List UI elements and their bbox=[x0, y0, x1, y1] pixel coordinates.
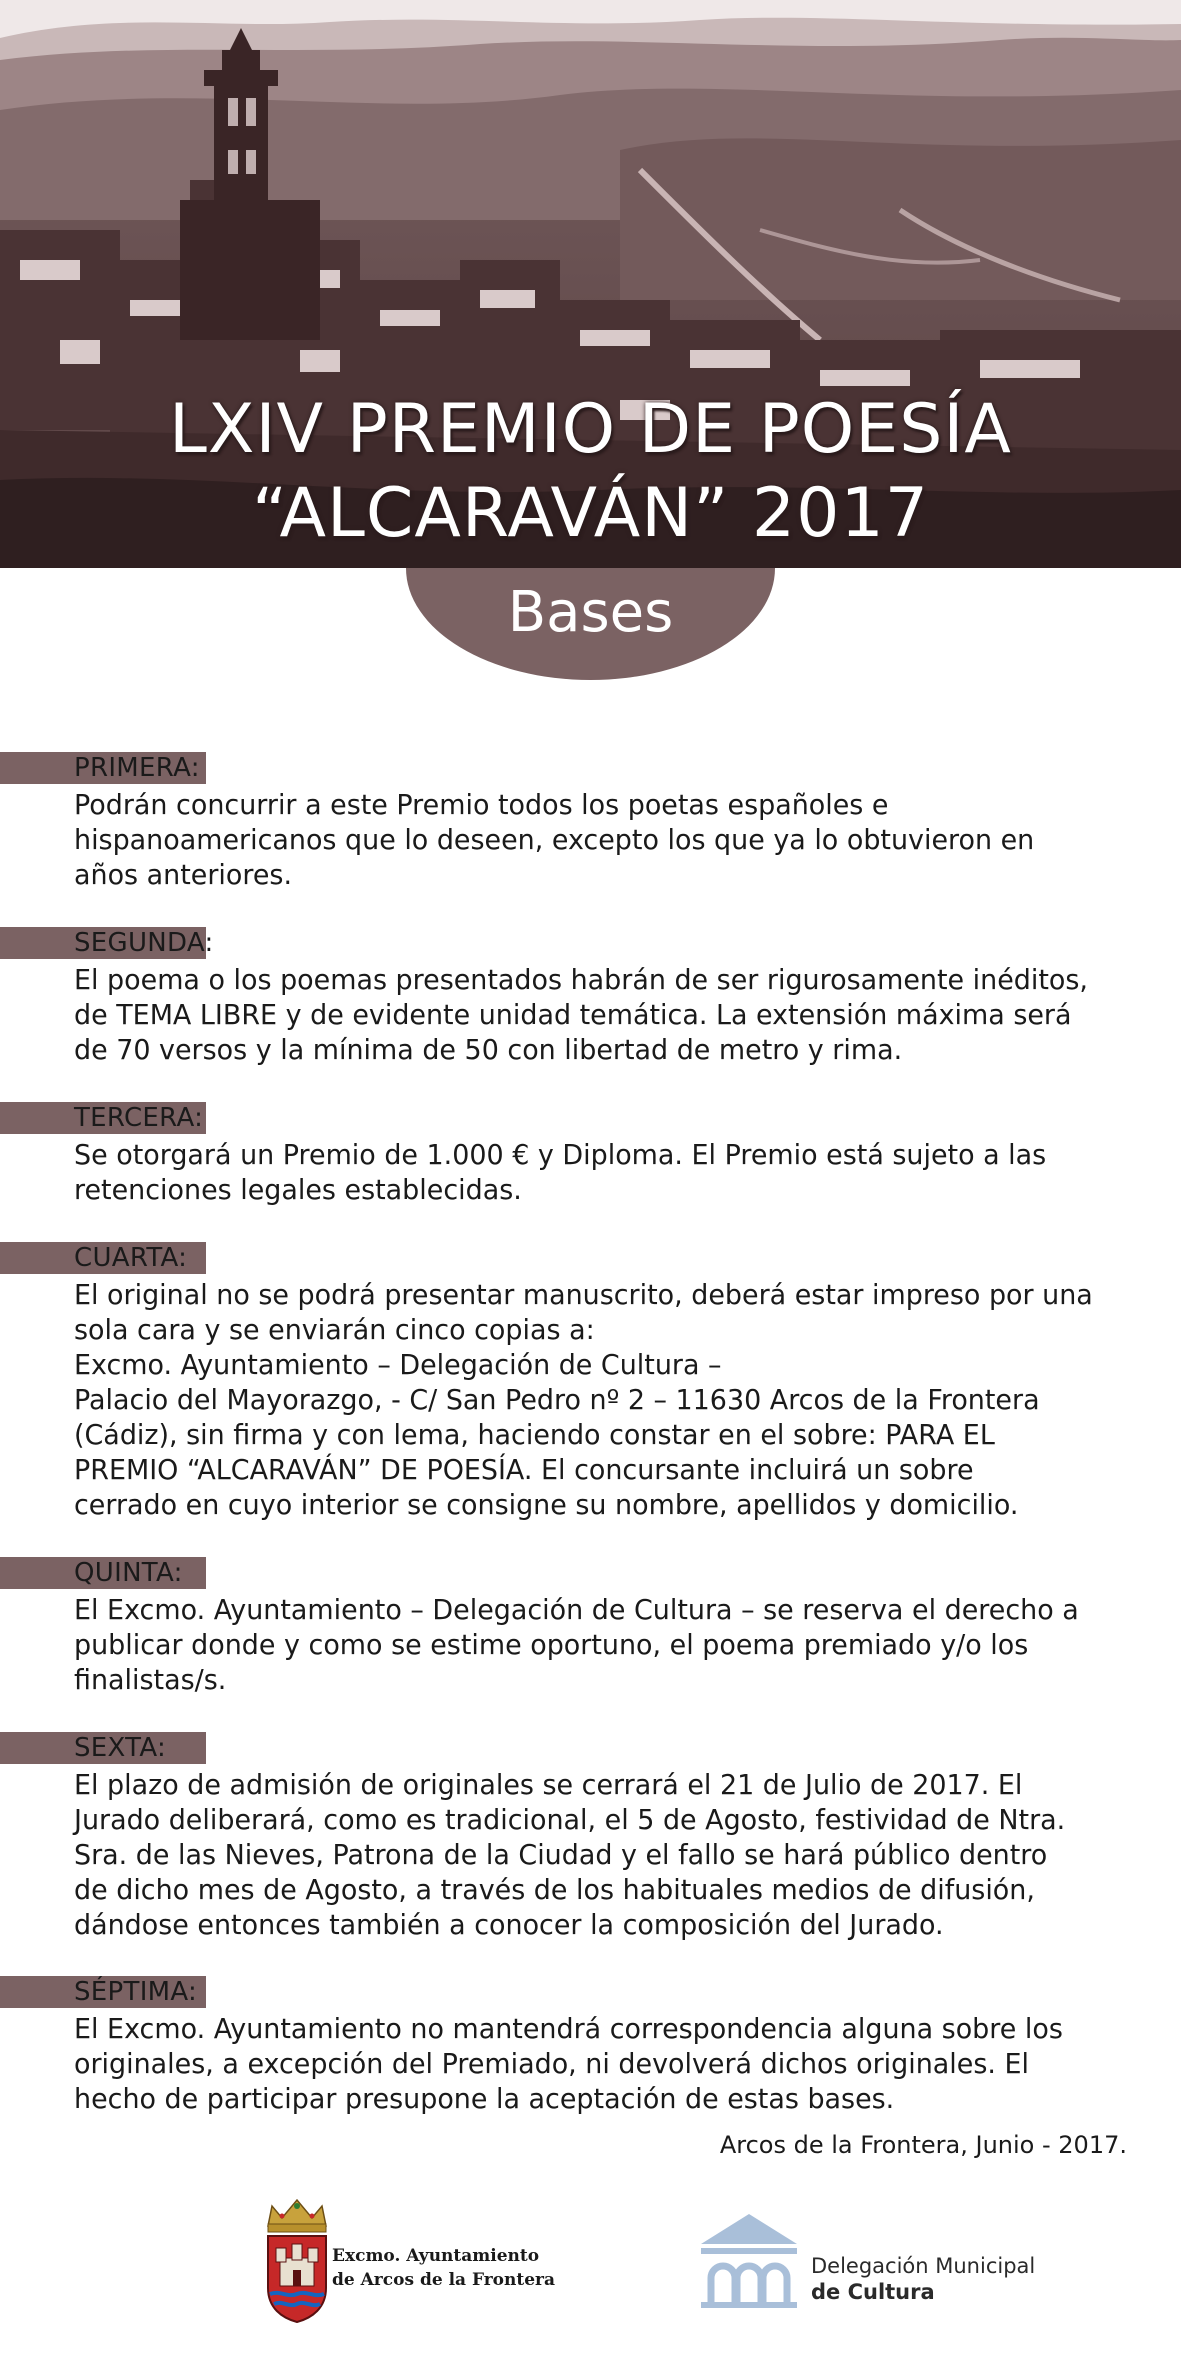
section-heading-bar bbox=[0, 1102, 206, 1134]
section-heading-bar bbox=[0, 1242, 206, 1274]
coat-of-arms-icon bbox=[262, 2196, 332, 2326]
section-quinta bbox=[0, 1557, 1181, 1698]
title-line-2: “ALCARAVÁN” 2017 bbox=[252, 474, 929, 553]
text-line: sola cara y se enviarán cinco copias a: bbox=[74, 1314, 595, 1346]
text-line: retenciones legales establecidas. bbox=[74, 1174, 522, 1206]
ayuntamiento-logo-block bbox=[262, 2196, 562, 2326]
text-line: finalistas/s. bbox=[74, 1664, 227, 1696]
section-heading: PRIMERA: bbox=[74, 753, 200, 783]
ayuntamiento-name bbox=[332, 2244, 555, 2292]
section-heading: SEXTA: bbox=[74, 1733, 167, 1763]
section-heading-bar bbox=[0, 1557, 206, 1589]
section-body bbox=[74, 1278, 1136, 1523]
text-line: (Cádiz), sin firma y con lema, haciendo constar en el sobre: PARA EL bbox=[74, 1419, 995, 1451]
text-line: PREMIO “ALCARAVÁN” DE POESÍA. El concursante incluirá un sobre bbox=[74, 1454, 974, 1486]
section-heading: SEGUNDA: bbox=[74, 928, 214, 958]
section-heading: QUINTA: bbox=[74, 1558, 183, 1588]
text-line: El Excmo. Ayuntamiento – Delegación de Cultura – se reserva el derecho a bbox=[74, 1594, 1079, 1626]
text-line: de 70 versos y la mínima de 50 con libertad de metro y rima. bbox=[74, 1034, 903, 1066]
section-body bbox=[74, 2012, 1136, 2117]
section-body bbox=[74, 1768, 1136, 1943]
text-line: Podrán concurrir a este Premio todos los poetas españoles e bbox=[74, 789, 889, 821]
section-heading: SÉPTIMA: bbox=[74, 1977, 198, 2007]
text-line: publicar donde y como se estime oportuno, el poema premiado y/o los bbox=[74, 1629, 1029, 1661]
section-segunda bbox=[0, 927, 1181, 1068]
text-line: Sra. de las Nieves, Patrona de la Ciudad y el fallo se hará público dentro bbox=[74, 1839, 1048, 1871]
section-body bbox=[74, 963, 1136, 1068]
text-line: Se otorgará un Premio de 1.000 € y Diploma. El Premio está sujeto a las bbox=[74, 1139, 1047, 1171]
section-heading: TERCERA: bbox=[74, 1103, 204, 1133]
section-tercera bbox=[0, 1102, 1181, 1208]
bases-label: Bases bbox=[507, 580, 674, 645]
delegacion-name-line-1: Delegación Municipal bbox=[811, 2254, 1036, 2278]
cultura-building-icon bbox=[697, 2210, 801, 2310]
text-line: de TEMA LIBRE y de evidente unidad temática. La extensión máxima será bbox=[74, 999, 1072, 1031]
section-primera bbox=[0, 752, 1181, 893]
delegacion-name-line-2: de Cultura bbox=[811, 2280, 935, 2304]
text-line: hecho de participar presupone la aceptación de estas bases. bbox=[74, 2083, 895, 2115]
ayuntamiento-name-line-1: Excmo. Ayuntamiento bbox=[332, 2246, 540, 2266]
text-line: Palacio del Mayorazgo, - C/ San Pedro nº 2 – 11630 Arcos de la Frontera bbox=[74, 1384, 1040, 1416]
section-cuarta bbox=[0, 1242, 1181, 1523]
section-heading-bar bbox=[0, 927, 214, 959]
delegacion-cultura-logo-block bbox=[697, 2210, 1077, 2320]
text-line: El original no se podrá presentar manuscrito, deberá estar impreso por una bbox=[74, 1279, 1093, 1311]
section-septima bbox=[0, 1976, 1181, 2117]
section-body bbox=[74, 1593, 1136, 1698]
section-body bbox=[74, 1138, 1136, 1208]
section-heading-bar bbox=[0, 1976, 206, 2008]
section-heading-bar bbox=[0, 1732, 206, 1764]
text-line: cerrado en cuyo interior se consigne su nombre, apellidos y domicilio. bbox=[74, 1489, 1019, 1521]
text-line: Excmo. Ayuntamiento – Delegación de Cultura – bbox=[74, 1349, 722, 1381]
section-heading-bar bbox=[0, 752, 206, 784]
text-line: hispanoamericanos que lo deseen, excepto los que ya lo obtuvieron en bbox=[74, 824, 1035, 856]
text-line: El Excmo. Ayuntamiento no mantendrá correspondencia alguna sobre los bbox=[74, 2013, 1063, 2045]
place-date-signature: Arcos de la Frontera, Junio - 2017. bbox=[719, 2131, 1127, 2159]
text-line: de dicho mes de Agosto, a través de los habituales medios de difusión, bbox=[74, 1874, 1035, 1906]
text-line: originales, a excepción del Premiado, ni devolverá dichos originales. El bbox=[74, 2048, 1030, 2080]
text-line: El poema o los poemas presentados habrán de ser rigurosamente inéditos, bbox=[74, 964, 1089, 996]
title-line-1: LXIV PREMIO DE POESÍA bbox=[169, 390, 1012, 469]
section-sexta bbox=[0, 1732, 1181, 1943]
text-line: El plazo de admisión de originales se cerrará el 21 de Julio de 2017. El bbox=[74, 1769, 1023, 1801]
header-photo bbox=[0, 0, 1181, 568]
text-line: años anteriores. bbox=[74, 859, 293, 891]
section-heading: CUARTA: bbox=[74, 1243, 188, 1273]
text-line: dándose entonces también a conocer la composición del Jurado. bbox=[74, 1909, 944, 1941]
text-line: Jurado deliberará, como es tradicional, el 5 de Agosto, festividad de Ntra. bbox=[74, 1804, 1066, 1836]
section-body bbox=[74, 788, 1136, 893]
ayuntamiento-name-line-2: de Arcos de la Frontera bbox=[332, 2270, 556, 2290]
